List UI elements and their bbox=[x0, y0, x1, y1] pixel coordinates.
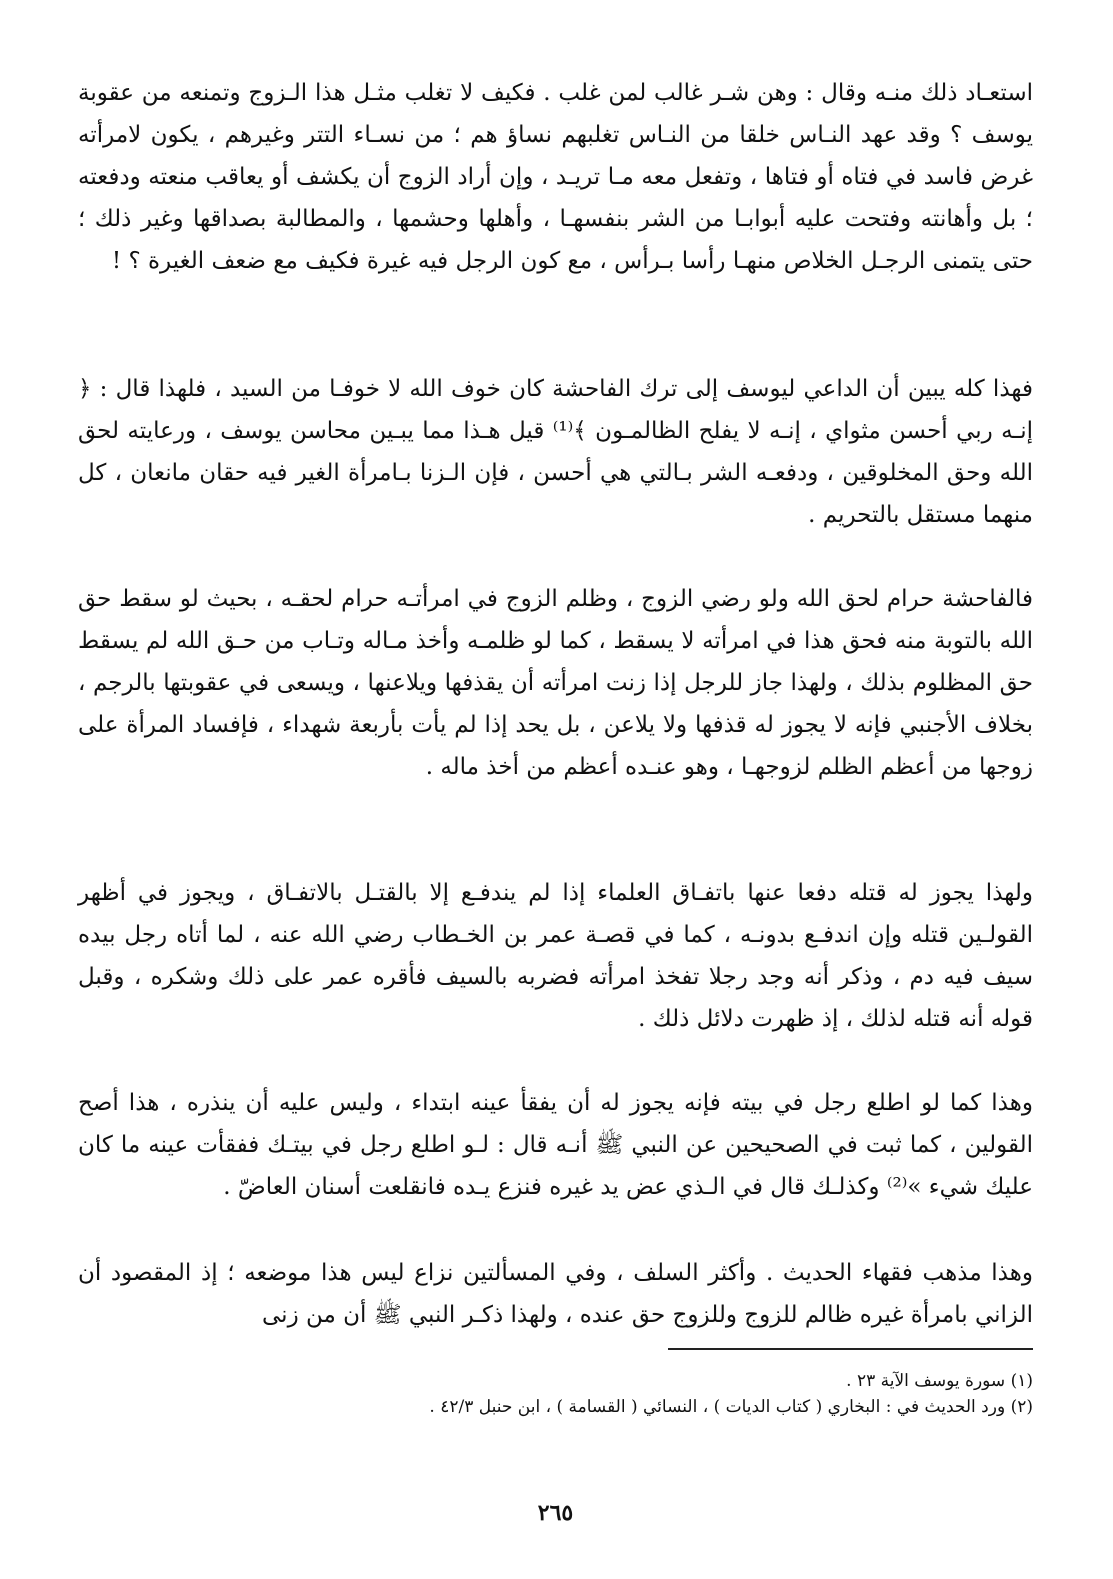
paragraph-5: وهذا كما لو اطلع رجل في بيته فإنه يجوز له أن يفقأ عينه ابتداء ، وليس عليه أن ينذره ، هذا أصح القولين ، كما ثبت في الصحيحين عن النبي ﷺ أنـه قال : لـو اطلع رجل في بيتـك ففقأت عينه ما كان عليك شيء »⁽²⁾ وكذلـك قال في الـذي عض يد غيره فنزع يـده فانقلعت أسنان العاضّ . bbox=[78, 1090, 1033, 1200]
paragraph-6: وهذا مذهب فقهاء الحديث . وأكثر السلف ، وفي المسألتين نزاع ليس هذا موضعه ؛ إذ المقصود أن الزاني بامرأة غيره ظالم للزوج وللزوج حق عنده ، ولهذا ذكـر النبي ﷺ أن من زنى bbox=[78, 1260, 1033, 1328]
paragraph-1: استعـاد ذلك منـه وقال : وهن شـر غالب لمن غلب . فكيف لا تغلب مثـل هذا الـزوج وتمنعه من عقوبة يوسف ؟ وقد عهد النـاس خلقا من النـاس تغلبهم نساؤ هم ؛ من نسـاء التتر وغيرهم ، يكون لامرأته غرض فاسد في فتاه أو فتاها ، وتفعل معه مـا تريـد ، وإن أراد الزوج أن يكشف أو يعاقب منعته ودفعته ؛ بل وأهانته وفتحت عليه أبوابـا من الشر بنفسهـا ، وأهلها وحشمها ، والمطالبة بصداقها وغير ذلك ؛ حتى يتمنى الرجـل الخلاص منهـا رأسا بـرأس ، مع كون الرجل فيه غيرة فكيف مع ضعف الغيرة ؟ ! bbox=[78, 80, 1033, 274]
paragraph-4: ولهذا يجوز له قتله دفعا عنها باتفـاق العلماء إذا لم يندفـع إلا بالقتـل بالاتفـاق ، ويجوز في أظهر القولـين قتله وإن اندفـع بدونـه ، كما في قصـة عمر بن الخـطاب رضي الله عنه ، لما أتاه رجل بيده سيف فيه دم ، وذكر أنه وجد رجلا تفخذ امرأته فضربه بالسيف فأقره عمر على ذلك وشكره ، وقبل قوله أنه قتله لذلك ، إذ ظهرت دلائل ذلك . bbox=[78, 880, 1033, 1032]
page-number: ٢٦٥ bbox=[537, 1500, 574, 1526]
footnote-divider bbox=[668, 1348, 1033, 1350]
footnote-1: (١) سورة يوسف الآية ٢٣ . bbox=[846, 1371, 1033, 1391]
paragraph-3: فالفاحشة حرام لحق الله ولو رضي الزوج ، وظلم الزوج في امرأتـه حرام لحقـه ، بحيث لو سقط حق الله بالتوبة منه فحق هذا في امرأته لا يسقط ، كما لو ظلمـه وأخذ مـاله وتـاب من حـق الله لم يسقط حق المظلوم بذلك ، ولهذا جاز للرجل إذا زنت امرأته أن يقذفها ويلاعنها ، ويسعى في عقوبتها بالرجم ، بخلاف الأجنبي فإنه لا يجوز له قذفها ولا يلاعن ، بل يحد إذا لم يأت بأربعة شهداء ، فإفساد المرأة على زوجها من أعظم الظلم لزوجهـا ، وهو عنـده أعظم من أخذ ماله . bbox=[78, 586, 1033, 780]
footnote-2: (٢) ورد الحديث في : البخاري ( كتاب الديات ) ، النسائي ( القسامة ) ، ابن حنبل ٤٢/٣ . bbox=[429, 1397, 1033, 1417]
footnotes bbox=[78, 1368, 1033, 1420]
paragraph-2: فهذا كله يبين أن الداعي ليوسف إلى ترك الفاحشة كان خوف الله لا خوفـا من السيد ، فلهذا قال : ﴿ إنـه ربي أحسن مثواي ، إنـه لا يفلح الظالمـون ﴾⁽¹⁾ قيل هـذا مما يبـين محاسن يوسف ، ورعايته لحق الله وحق المخلوقين ، ودفعـه الشر بـالتي هي أحسن ، فإن الـزنا بـامرأة الغير فيه حقان مانعان ، كل منهما مستقل بالتحريم . bbox=[78, 376, 1034, 528]
